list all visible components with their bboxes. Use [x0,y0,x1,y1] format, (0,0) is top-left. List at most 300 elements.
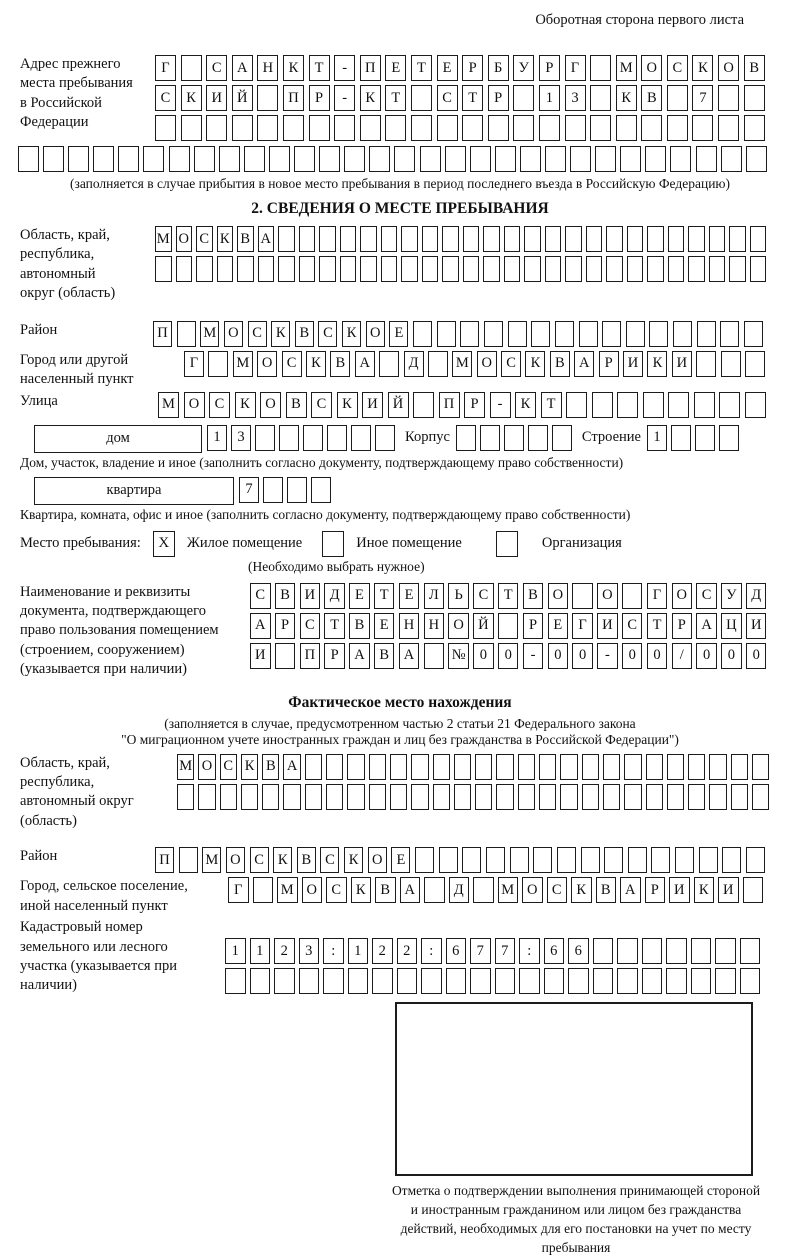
char-box[interactable]: 0 [572,643,593,669]
char-box[interactable] [179,847,198,873]
char-box[interactable]: М [158,392,179,418]
char-box[interactable] [411,784,428,810]
char-box[interactable] [743,877,764,903]
char-box[interactable] [470,968,491,994]
char-box[interactable] [439,847,458,873]
char-box[interactable]: В [295,321,314,347]
char-box[interactable] [745,392,766,418]
char-box[interactable] [327,425,347,451]
char-box[interactable] [624,754,641,780]
char-box[interactable]: Т [411,55,432,81]
char-box[interactable] [372,968,393,994]
char-box[interactable]: У [721,583,742,609]
char-box[interactable] [421,968,442,994]
char-box[interactable]: П [300,643,321,669]
char-box[interactable]: О [226,847,245,873]
char-box[interactable] [568,968,589,994]
char-box[interactable] [496,784,513,810]
char-box[interactable] [155,256,172,282]
char-box[interactable] [488,115,509,141]
char-box[interactable]: К [181,85,202,111]
char-box[interactable] [262,784,279,810]
char-box[interactable] [721,351,741,377]
char-box[interactable] [552,425,572,451]
char-box[interactable] [258,256,275,282]
char-box[interactable]: - [597,643,618,669]
char-box[interactable]: - [490,392,511,418]
char-box[interactable]: Й [388,392,409,418]
char-box[interactable] [155,115,176,141]
char-box[interactable]: М [233,351,253,377]
char-box[interactable] [744,85,765,111]
char-box[interactable] [646,754,663,780]
char-box[interactable] [495,146,516,172]
char-box[interactable]: Р [464,392,485,418]
char-box[interactable] [413,392,434,418]
char-box[interactable]: Р [523,613,544,639]
char-box[interactable]: К [273,847,292,873]
char-box[interactable] [570,146,591,172]
char-box[interactable] [348,968,369,994]
char-box[interactable] [181,115,202,141]
char-box[interactable]: 1 [250,938,271,964]
char-box[interactable] [555,321,574,347]
char-box[interactable]: 0 [548,643,569,669]
char-box[interactable] [299,968,320,994]
char-box[interactable] [641,115,662,141]
char-box[interactable] [557,847,576,873]
char-box[interactable] [590,85,611,111]
char-box[interactable] [744,321,763,347]
char-box[interactable] [752,784,769,810]
char-box[interactable] [462,115,483,141]
char-box[interactable] [731,754,748,780]
char-box[interactable]: Б [488,55,509,81]
char-box[interactable] [323,968,344,994]
char-box[interactable]: К [235,392,256,418]
char-box[interactable]: 1 [348,938,369,964]
char-box[interactable] [334,115,355,141]
char-box[interactable]: В [744,55,765,81]
char-box[interactable]: К [647,351,667,377]
char-box[interactable] [176,256,193,282]
char-box[interactable]: Р [672,613,693,639]
char-box[interactable]: Й [232,85,253,111]
char-box[interactable]: К [337,392,358,418]
char-box[interactable]: С [473,583,494,609]
char-box[interactable] [666,938,687,964]
char-box[interactable] [411,115,432,141]
char-box[interactable] [360,256,377,282]
char-box[interactable]: О [522,877,543,903]
char-box[interactable]: С [196,226,213,252]
char-box[interactable]: А [620,877,641,903]
char-box[interactable]: 6 [544,938,565,964]
char-box[interactable] [709,754,726,780]
char-box[interactable] [194,146,215,172]
char-box[interactable] [257,85,278,111]
char-box[interactable] [524,256,541,282]
char-box[interactable] [626,321,645,347]
char-box[interactable] [565,256,582,282]
char-box[interactable] [670,146,691,172]
char-box[interactable] [566,392,587,418]
char-box[interactable]: Д [449,877,470,903]
char-box[interactable]: К [344,847,363,873]
char-box[interactable]: 0 [696,643,717,669]
char-box[interactable]: А [283,754,300,780]
char-box[interactable] [347,754,364,780]
char-box[interactable]: С [547,877,568,903]
char-box[interactable] [750,256,767,282]
char-box[interactable]: С [696,583,717,609]
char-box[interactable]: О [260,392,281,418]
char-box[interactable]: Т [374,583,395,609]
char-box[interactable] [433,754,450,780]
char-box[interactable]: О [366,321,385,347]
char-box[interactable]: И [623,351,643,377]
char-box[interactable]: О [198,754,215,780]
char-box[interactable]: С [282,351,302,377]
char-box[interactable] [744,115,765,141]
char-box[interactable] [428,351,448,377]
char-box[interactable]: С [250,583,271,609]
char-box[interactable] [475,754,492,780]
checkbox-other-premises[interactable] [322,531,344,557]
char-box[interactable] [518,784,535,810]
char-box[interactable]: - [334,55,355,81]
char-box[interactable] [617,938,638,964]
char-box[interactable]: Т [309,55,330,81]
char-box[interactable] [560,784,577,810]
char-box[interactable] [473,877,494,903]
char-box[interactable]: С [209,392,230,418]
char-box[interactable] [360,115,381,141]
char-box[interactable]: О [548,583,569,609]
char-box[interactable]: О [641,55,662,81]
char-box[interactable]: К [694,877,715,903]
char-box[interactable]: Г [565,55,586,81]
char-box[interactable]: / [672,643,693,669]
char-box[interactable] [721,146,742,172]
char-box[interactable] [360,226,377,252]
char-box[interactable] [533,847,552,873]
char-box[interactable]: С [155,85,176,111]
char-box[interactable]: 0 [721,643,742,669]
char-box[interactable]: К [283,55,304,81]
char-box[interactable] [462,847,481,873]
char-box[interactable] [274,968,295,994]
char-box[interactable]: Е [437,55,458,81]
char-box[interactable] [303,425,323,451]
char-box[interactable] [602,321,621,347]
char-box[interactable] [311,477,331,503]
char-box[interactable]: М [155,226,172,252]
char-box[interactable] [545,146,566,172]
char-box[interactable] [347,784,364,810]
char-box[interactable] [604,847,623,873]
char-box[interactable] [283,115,304,141]
char-box[interactable] [118,146,139,172]
char-box[interactable] [565,226,582,252]
char-box[interactable] [253,877,274,903]
char-box[interactable]: Л [424,583,445,609]
char-box[interactable]: - [334,85,355,111]
char-box[interactable]: А [232,55,253,81]
char-box[interactable]: И [718,877,739,903]
char-box[interactable] [746,146,767,172]
char-box[interactable] [220,784,237,810]
char-box[interactable] [699,847,718,873]
char-box[interactable] [446,968,467,994]
char-box[interactable] [709,784,726,810]
char-box[interactable] [237,256,254,282]
char-box[interactable]: Е [548,613,569,639]
char-box[interactable]: О [224,321,243,347]
char-box[interactable] [278,256,295,282]
char-box[interactable] [752,754,769,780]
char-box[interactable]: П [360,55,381,81]
char-box[interactable]: И [597,613,618,639]
char-box[interactable]: 2 [372,938,393,964]
char-box[interactable] [456,425,476,451]
char-box[interactable] [442,256,459,282]
char-box[interactable]: № [448,643,469,669]
char-box[interactable]: С [326,877,347,903]
char-box[interactable] [581,847,600,873]
char-box[interactable]: 0 [647,643,668,669]
char-box[interactable] [394,146,415,172]
char-box[interactable] [519,968,540,994]
char-box[interactable] [483,256,500,282]
char-box[interactable] [582,784,599,810]
char-box[interactable]: О [184,392,205,418]
char-box[interactable] [278,226,295,252]
char-box[interactable] [666,968,687,994]
char-box[interactable]: А [399,643,420,669]
char-box[interactable]: Д [746,583,767,609]
char-box[interactable] [294,146,315,172]
char-box[interactable]: М [277,877,298,903]
char-box[interactable] [460,321,479,347]
char-box[interactable]: В [523,583,544,609]
char-box[interactable]: : [519,938,540,964]
char-box[interactable]: Т [385,85,406,111]
char-box[interactable] [668,256,685,282]
char-box[interactable] [622,583,643,609]
char-box[interactable]: О [477,351,497,377]
char-box[interactable]: Н [399,613,420,639]
char-box[interactable]: И [250,643,271,669]
char-box[interactable]: К [525,351,545,377]
char-box[interactable]: 1 [207,425,227,451]
char-box[interactable] [645,146,666,172]
char-box[interactable] [715,968,736,994]
char-box[interactable] [673,321,692,347]
char-box[interactable]: М [202,847,221,873]
char-box[interactable]: О [718,55,739,81]
char-box[interactable]: О [368,847,387,873]
char-box[interactable] [369,784,386,810]
char-box[interactable] [470,146,491,172]
char-box[interactable]: В [237,226,254,252]
char-box[interactable]: Г [572,613,593,639]
char-box[interactable]: Ь [448,583,469,609]
char-box[interactable] [696,146,717,172]
char-box[interactable]: К [515,392,536,418]
char-box[interactable]: С [220,754,237,780]
char-box[interactable] [579,321,598,347]
char-box[interactable] [718,115,739,141]
char-box[interactable]: К [692,55,713,81]
char-box[interactable]: Д [404,351,424,377]
char-box[interactable] [305,754,322,780]
char-box[interactable] [208,351,228,377]
char-box[interactable] [381,226,398,252]
char-box[interactable] [198,784,215,810]
char-box[interactable]: Е [399,583,420,609]
char-box[interactable] [617,968,638,994]
char-box[interactable] [745,351,765,377]
char-box[interactable] [206,115,227,141]
char-box[interactable]: И [669,877,690,903]
char-box[interactable] [524,226,541,252]
char-box[interactable] [565,115,586,141]
char-box[interactable] [695,425,715,451]
char-box[interactable] [593,968,614,994]
char-box[interactable] [454,754,471,780]
char-box[interactable] [433,784,450,810]
char-box[interactable] [671,425,691,451]
char-box[interactable]: Е [385,55,406,81]
char-box[interactable]: С [248,321,267,347]
char-box[interactable]: В [286,392,307,418]
char-box[interactable] [586,226,603,252]
char-box[interactable] [217,256,234,282]
char-box[interactable]: В [349,613,370,639]
char-box[interactable]: 1 [539,85,560,111]
char-box[interactable] [651,847,670,873]
char-box[interactable]: 0 [746,643,767,669]
char-box[interactable] [411,85,432,111]
char-box[interactable] [369,754,386,780]
char-box[interactable] [319,256,336,282]
char-box[interactable]: В [275,583,296,609]
char-box[interactable]: А [696,613,717,639]
char-box[interactable]: В [596,877,617,903]
char-box[interactable] [18,146,39,172]
char-box[interactable] [244,146,265,172]
char-box[interactable]: С [318,321,337,347]
char-box[interactable]: Р [462,55,483,81]
char-box[interactable] [616,115,637,141]
char-box[interactable]: Р [645,877,666,903]
char-box[interactable] [729,226,746,252]
char-box[interactable]: 3 [231,425,251,451]
char-box[interactable] [181,55,202,81]
char-box[interactable] [560,754,577,780]
char-box[interactable] [593,938,614,964]
char-box[interactable] [620,146,641,172]
char-box[interactable] [688,226,705,252]
char-box[interactable]: Т [462,85,483,111]
char-box[interactable] [250,968,271,994]
char-box[interactable] [740,968,761,994]
char-box[interactable]: В [641,85,662,111]
char-box[interactable]: П [155,847,174,873]
char-box[interactable] [463,226,480,252]
char-box[interactable] [422,226,439,252]
char-box[interactable]: О [302,877,323,903]
char-box[interactable] [385,115,406,141]
char-box[interactable] [504,226,521,252]
char-box[interactable]: 7 [239,477,259,503]
char-box[interactable] [390,784,407,810]
char-box[interactable]: Р [324,643,345,669]
char-box[interactable]: С [300,613,321,639]
char-box[interactable] [437,115,458,141]
char-box[interactable] [740,938,761,964]
char-box[interactable]: Д [324,583,345,609]
char-box[interactable]: К [571,877,592,903]
char-box[interactable] [68,146,89,172]
char-box[interactable]: 7 [495,938,516,964]
char-box[interactable]: 1 [225,938,246,964]
char-box[interactable] [196,256,213,282]
char-box[interactable] [283,784,300,810]
char-box[interactable] [719,392,740,418]
char-box[interactable]: В [330,351,350,377]
char-box[interactable] [43,146,64,172]
char-box[interactable] [401,256,418,282]
char-box[interactable]: Р [309,85,330,111]
char-box[interactable] [241,784,258,810]
char-box[interactable]: О [448,613,469,639]
char-box[interactable] [539,115,560,141]
char-box[interactable] [719,425,739,451]
char-box[interactable] [627,226,644,252]
char-box[interactable] [694,392,715,418]
char-box[interactable] [692,115,713,141]
char-box[interactable]: А [258,226,275,252]
char-box[interactable]: Е [389,321,408,347]
char-box[interactable]: Р [539,55,560,81]
char-box[interactable]: И [300,583,321,609]
char-box[interactable]: 0 [622,643,643,669]
char-box[interactable]: И [672,351,692,377]
char-box[interactable] [647,256,664,282]
char-box[interactable]: Е [391,847,410,873]
char-box[interactable] [592,392,613,418]
char-box[interactable]: К [306,351,326,377]
char-box[interactable]: С [667,55,688,81]
char-box[interactable] [484,321,503,347]
char-box[interactable]: А [250,613,271,639]
char-box[interactable]: В [297,847,316,873]
char-box[interactable]: Р [488,85,509,111]
char-box[interactable] [454,784,471,810]
char-box[interactable] [309,115,330,141]
char-box[interactable] [696,351,716,377]
char-box[interactable] [305,784,322,810]
char-box[interactable] [177,784,194,810]
char-box[interactable] [729,256,746,282]
char-box[interactable] [475,784,492,810]
char-box[interactable] [590,115,611,141]
char-box[interactable] [390,754,407,780]
char-box[interactable] [595,146,616,172]
char-box[interactable]: 6 [568,938,589,964]
